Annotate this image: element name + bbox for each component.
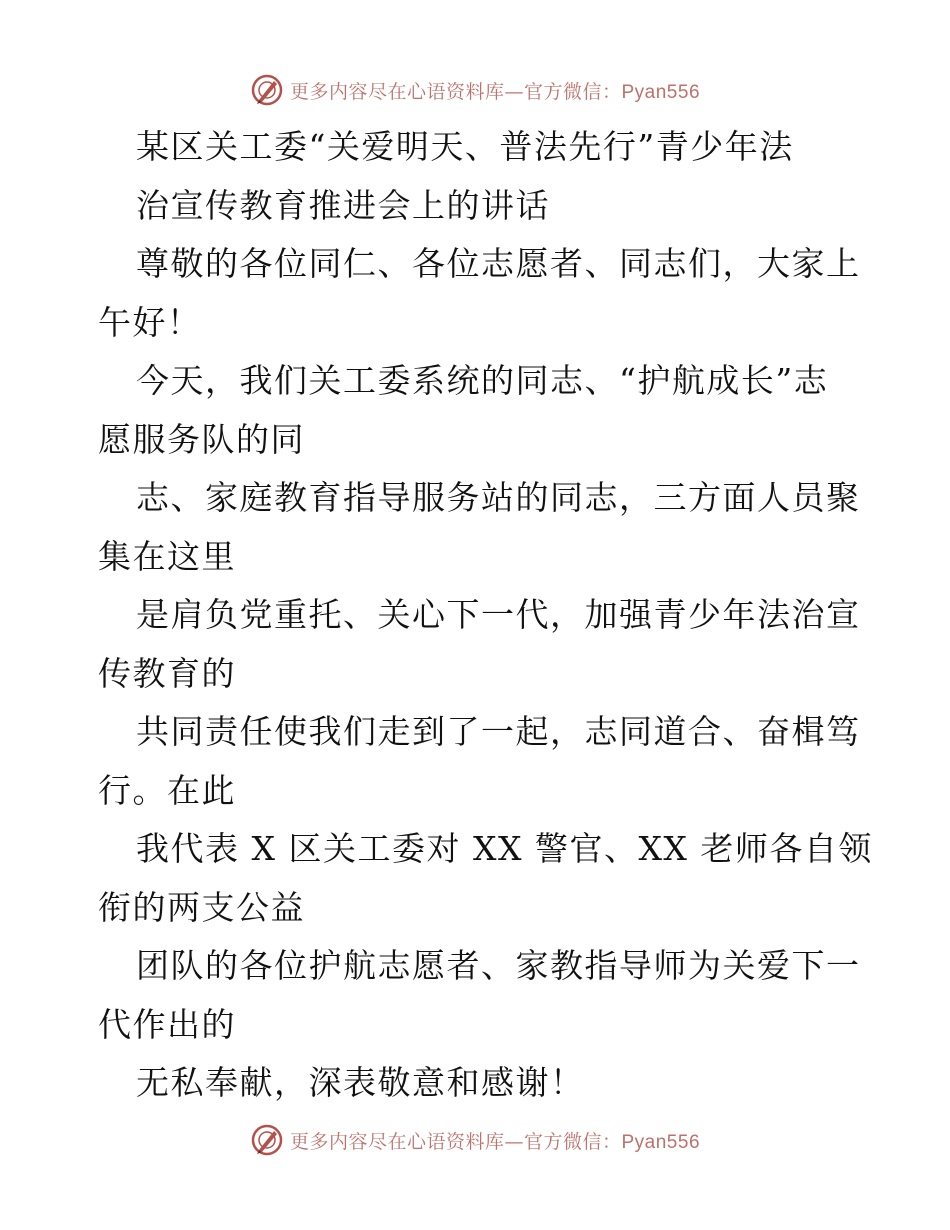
body-line: 午好！ xyxy=(98,302,202,342)
banner-caption: 更多内容尽在心语资料库—官方微信： xyxy=(289,80,622,103)
body-line: 我代表 X 区关工委对 XX 警官、XX 老师各自领 xyxy=(136,829,873,868)
banner-wechat-id: Pyan556 xyxy=(621,81,701,103)
title-line-1: 某区关工委“关爱明天、普法先行”青少年法 xyxy=(136,127,794,166)
body-line: 志、家庭教育指导服务站的同志，三方面人员聚 xyxy=(136,478,861,517)
footer-banner xyxy=(0,1120,950,1160)
banner-text xyxy=(290,1127,700,1154)
body-line: 是肩负党重托、关心下一代，加强青少年法治宣 xyxy=(136,595,861,634)
document-body xyxy=(98,118,873,1113)
banner-text xyxy=(290,77,700,104)
body-line: 无私奉献，深表敬意和感谢！ xyxy=(136,1063,585,1102)
pen-circle-logo-icon xyxy=(250,73,284,107)
body-line: 行。在此 xyxy=(98,770,236,810)
body-line: 愿服务队的同 xyxy=(98,419,305,459)
header-banner xyxy=(0,70,950,110)
body-line: 集在这里 xyxy=(98,536,236,576)
body-line: 传教育的 xyxy=(98,653,236,693)
paragraph-lines xyxy=(98,235,873,1113)
title-line-2: 治宣传教育推进会上的讲话 xyxy=(136,185,550,225)
body-line: 共同责任使我们走到了一起，志同道合、奋楫笃 xyxy=(136,712,861,751)
body-line: 团队的各位护航志愿者、家教指导师为关爱下一 xyxy=(136,946,861,985)
banner-caption: 更多内容尽在心语资料库—官方微信： xyxy=(289,1130,622,1153)
body-line: 衔的两支公益 xyxy=(98,887,305,927)
pen-circle-logo-icon xyxy=(250,1123,284,1157)
body-line: 今天，我们关工委系统的同志、“护航成长”志 xyxy=(136,361,829,400)
body-line: 代作出的 xyxy=(98,1004,236,1044)
body-line: 尊敬的各位同仁、各位志愿者、同志们，大家上 xyxy=(136,244,861,283)
banner-wechat-id: Pyan556 xyxy=(621,1131,701,1153)
